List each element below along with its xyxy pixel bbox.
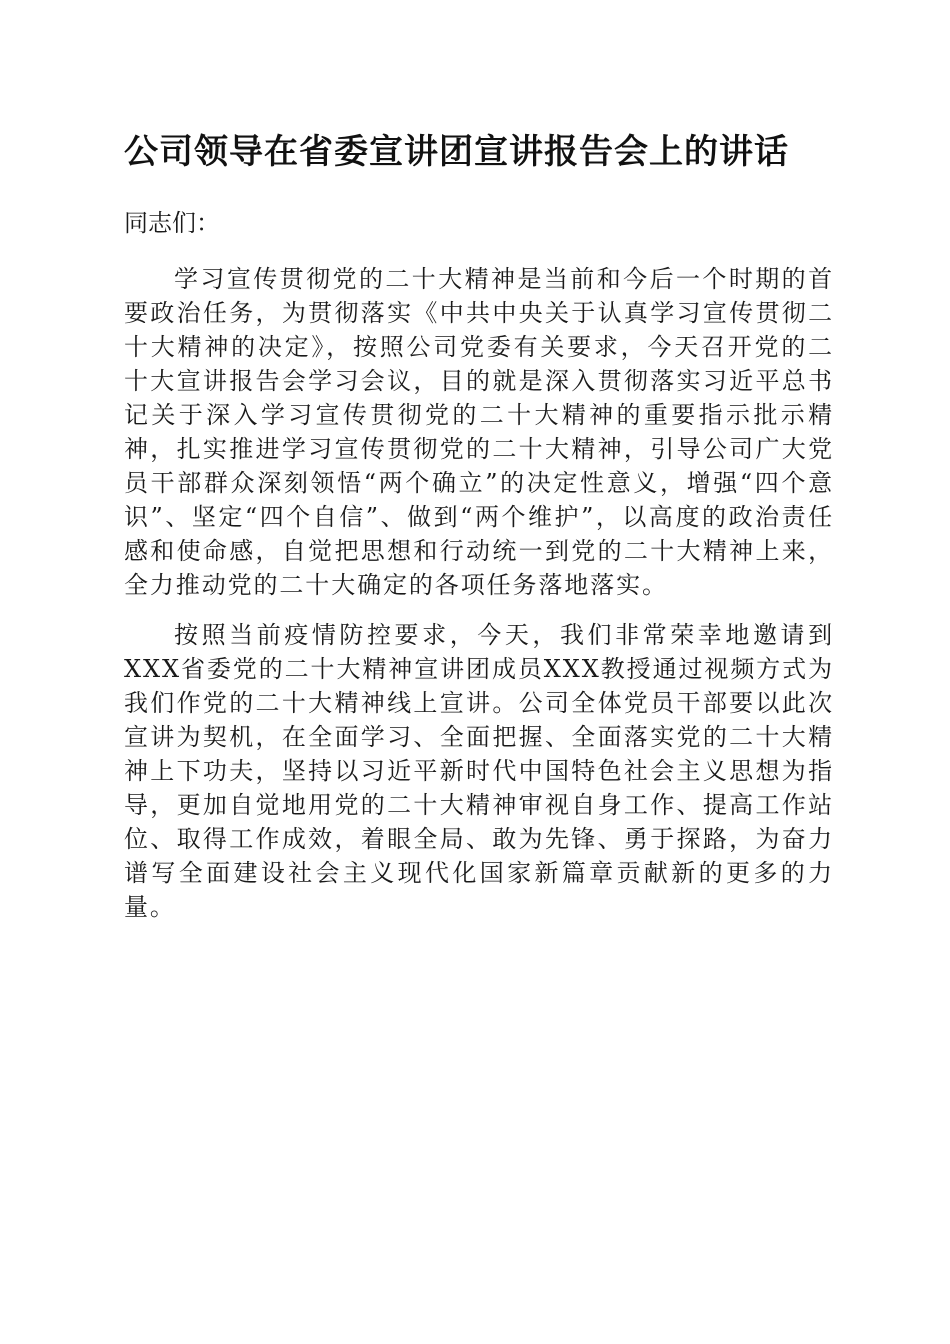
document-body bbox=[124, 128, 834, 924]
paragraph-2: 按照当前疫情防控要求，今天，我们非常荣幸地邀请到XXX省委党的二十大精神宣讲团成员XXX教授通过视频方式为我们作党的二十大精神线上宣讲。公司全体党员干部要以此次宣讲为契机，在全面学习、全面把握、全面落实党的二十大精神上下功夫，坚持以习近平新时代中国特色社会主义思想为指导，更加自觉地用党的二十大精神审视自身工作、提高工作站位、取得工作成效，着眼全局、敢为先锋、勇于探路，为奋力谱写全面建设社会主义现代化国家新篇章贡献新的更多的力量。 bbox=[124, 621, 834, 921]
document-title: 公司领导在省委宣讲团宣讲报告会上的讲话 bbox=[124, 132, 789, 172]
paragraph-1: 学习宣传贯彻党的二十大精神是当前和今后一个时期的首要政治任务，为贯彻落实《中共中央关于认真学习宣传贯彻二十大精神的决定》，按照公司党委有关要求，今天召开党的二十大宣讲报告会学习会议，目的就是深入贯彻落实习近平总书记关于深入学习宣传贯彻党的二十大精神的重要指示批示精神，扎实推进学习宣传贯彻党的二十大精神，引导公司广大党员干部群众深刻领悟“两个确立”的决定性意义，增强“四个意识”、坚定“四个自信”、做到“两个维护”，以高度的政治责任感和使命感，自觉把思想和行动统一到党的二十大精神上来，全力推动党的二十大确定的各项任务落地落实。 bbox=[124, 265, 834, 599]
greeting: 同志们： bbox=[124, 209, 220, 237]
